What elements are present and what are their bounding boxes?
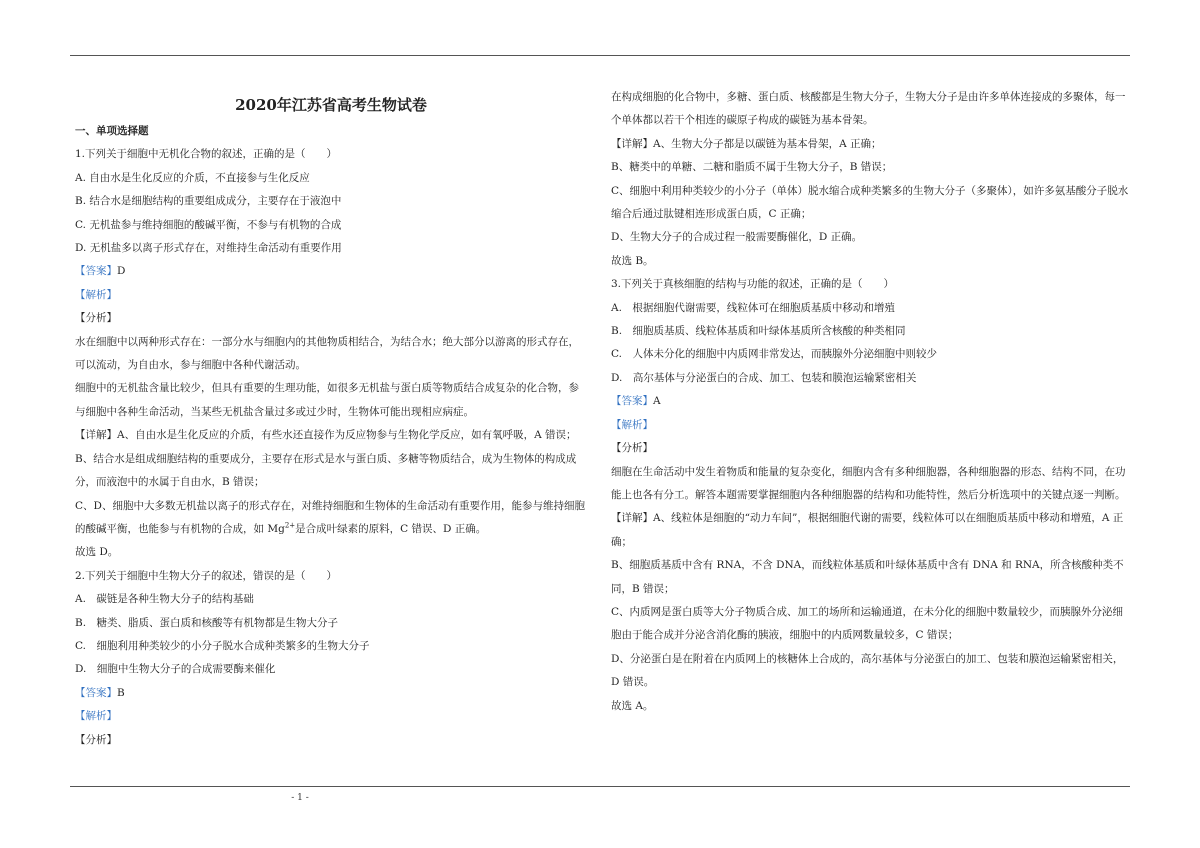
q2-option-b: B. 糖类、脂质、蛋白质和核酸等有机物都是生物大分子 [75, 616, 339, 629]
q1-detail-cd [75, 495, 587, 542]
answer-value: A [653, 395, 661, 408]
q2-option-c: C. 细胞利用种类较少的小分子脱水合成种类繁多的生物大分子 [75, 639, 370, 652]
q1-option-d: D. 无机盐多以离子形式存在，对维持生命活动有重要作用 [75, 242, 342, 255]
page-title: 2020年江苏省高考生物试卷 [235, 96, 427, 114]
footer-rule [70, 786, 1130, 787]
q1-fenxi-tag: 【分析】 [75, 312, 117, 325]
q2-conclusion: 故选 B。 [611, 254, 654, 267]
q1-conclusion: 故选 D。 [75, 546, 119, 559]
q3-conclusion: 故选 A。 [611, 699, 654, 712]
q3-option-d: D. 高尔基体与分泌蛋白的合成、加工、包装和膜泡运输紧密相关 [611, 371, 917, 384]
q1-detail-cd-text: C、D、细胞中大多数无机盐以离子的形式存在，对维持细胞和生物体的生命活动有重要作用，能参与维持细胞的酸碱平衡，也能参与有机物的合成，如 Mg [75, 499, 585, 535]
q3-analysis-tag: 【解析】 [611, 418, 653, 431]
left-column [75, 86, 587, 752]
q1-analysis-tag: 【解析】 [75, 288, 117, 301]
q3-detail-d: D、分泌蛋白是在附着在内质网上的核糖体上合成的，高尔基体与分泌蛋白的加工、包装和膜泡运输紧密相关，D 错误。 [611, 652, 1124, 689]
q3-fenxi-tag: 【分析】 [611, 442, 653, 455]
q1-answer [75, 260, 587, 283]
q2-detail-a: 【详解】A、生物大分子都是以碳链为基本骨架，A 正确； [611, 137, 882, 150]
q2-fenxi-paragraph-1: 在构成细胞的化合物中，多糖、蛋白质、核酸都是生物大分子，生物大分子是由许多单体连接成的多聚体，每一个单体都以若干个相连的碳原子构成的碳链为基本骨架。 [611, 91, 1126, 127]
q2-stem: 2.下列关于细胞中生物大分子的叙述，错误的是（ ） [75, 569, 338, 582]
q1-option-b: B. 结合水是细胞结构的重要组成成分，主要存在于液泡中 [75, 195, 342, 208]
q1-fenxi-paragraph-1: 水在细胞中以两种形式存在：一部分水与细胞内的其他物质相结合，为结合水；绝大部分以游离的形式存在，可以流动，为自由水，参与细胞中各种代谢活动。 [75, 335, 579, 372]
q1-stem: 1.下列关于细胞中无机化合物的叙述，正确的是（ ） [75, 148, 338, 161]
q2-detail-d: D、生物大分子的合成过程一般需要酶催化，D 正确。 [611, 231, 863, 244]
q3-detail-c: C、内质网是蛋白质等大分子物质合成、加工的场所和运输通道，在未分化的细胞中数量较少，而胰腺外分泌细胞由于能合成并分泌含消化酶的胰液，细胞中的内质网数量较多，C 错误； [611, 605, 1124, 642]
q2-detail-c: C、细胞中利用种类较少的小分子（单体）脱水缩合成种类繁多的生物大分子（多聚体），如许多氨基酸分子脱水缩合后通过肽键相连形成蛋白质，C 正确； [611, 184, 1129, 221]
q1-option-c: C. 无机盐参与维持细胞的酸碱平衡，不参与有机物的合成 [75, 218, 342, 231]
q1-fenxi-paragraph-2: 细胞中的无机盐含量比较少，但具有重要的生理功能，如很多无机盐与蛋白质等物质结合成复杂的化合物，参与细胞中各种生命活动，当某些无机盐含量过多或过少时，生物体可能出现相应病症。 [75, 382, 579, 418]
q2-answer [75, 682, 587, 705]
answer-value: B [117, 686, 125, 699]
answer-tag: 【答案】 [75, 686, 117, 699]
q1-detail-cd-text-end: 是合成叶绿素的原料，C 错误、D 正确。 [295, 522, 487, 535]
page-number: - 1 - [291, 793, 309, 803]
q3-answer [611, 390, 1131, 413]
q3-option-b: B. 细胞质基质、线粒体基质和叶绿体基质所含核酸的种类相同 [611, 325, 906, 338]
q2-detail-b: B、糖类中的单糖、二糖和脂质不属于生物大分子，B 错误； [611, 161, 893, 174]
header-rule [70, 55, 1130, 56]
q1-detail-a: 【详解】A、自由水是生化反应的介质，有些水还直接作为反应物参与生物化学反应，如有氧呼吸，A 错误； [75, 429, 577, 442]
answer-tag: 【答案】 [75, 265, 117, 278]
right-column [611, 86, 1131, 718]
q2-fenxi-tag: 【分析】 [75, 733, 117, 746]
q1-option-a: A. 自由水是生化反应的介质，不直接参与生化反应 [75, 171, 310, 184]
q2-option-d: D. 细胞中生物大分子的合成需要酶来催化 [75, 663, 276, 676]
q2-analysis-tag: 【解析】 [75, 710, 117, 723]
answer-value: D [117, 265, 126, 278]
q3-option-c: C. 人体未分化的细胞中内质网非常发达，而胰腺外分泌细胞中则较少 [611, 348, 937, 361]
q1-detail-cd-superscript: 2+ [284, 521, 296, 530]
q2-option-a: A. 碳链是各种生物大分子的结构基础 [75, 593, 254, 606]
answer-tag: 【答案】 [611, 395, 653, 408]
q3-fenxi-paragraph-1: 细胞在生命活动中发生着物质和能量的复杂变化，细胞内含有多种细胞器，各种细胞器的形态、结构不同，在功能上也各有分工。解答本题需要掌握细胞内各种细胞器的结构和功能特性，然后分析选项中的关键点逐一判断。 [611, 465, 1126, 501]
q3-stem: 3.下列关于真核细胞的结构与功能的叙述，正确的是（ ） [611, 278, 895, 291]
q3-detail-b: B、细胞质基质中含有 RNA，不含 DNA，而线粒体基质和叶绿体基质中含有 DNA 和 RNA，所含核酸种类不同，B 错误； [611, 559, 1124, 595]
q1-detail-b: B、结合水是组成细胞结构的重要成分，主要存在形式是水与蛋白质、多糖等物质结合，成为生物体的构成成分，而液泡中的水属于自由水，B 错误； [75, 452, 577, 489]
q3-option-a: A. 根据细胞代谢需要，线粒体可在细胞质基质中移动和增殖 [611, 301, 895, 314]
section-heading: 一、单项选择题 [75, 125, 149, 137]
q3-detail-a: 【详解】A、线粒体是细胞的“动力车间”，根据细胞代谢的需要，线粒体可以在细胞质基质中移动和增殖，A 正确； [611, 512, 1124, 548]
